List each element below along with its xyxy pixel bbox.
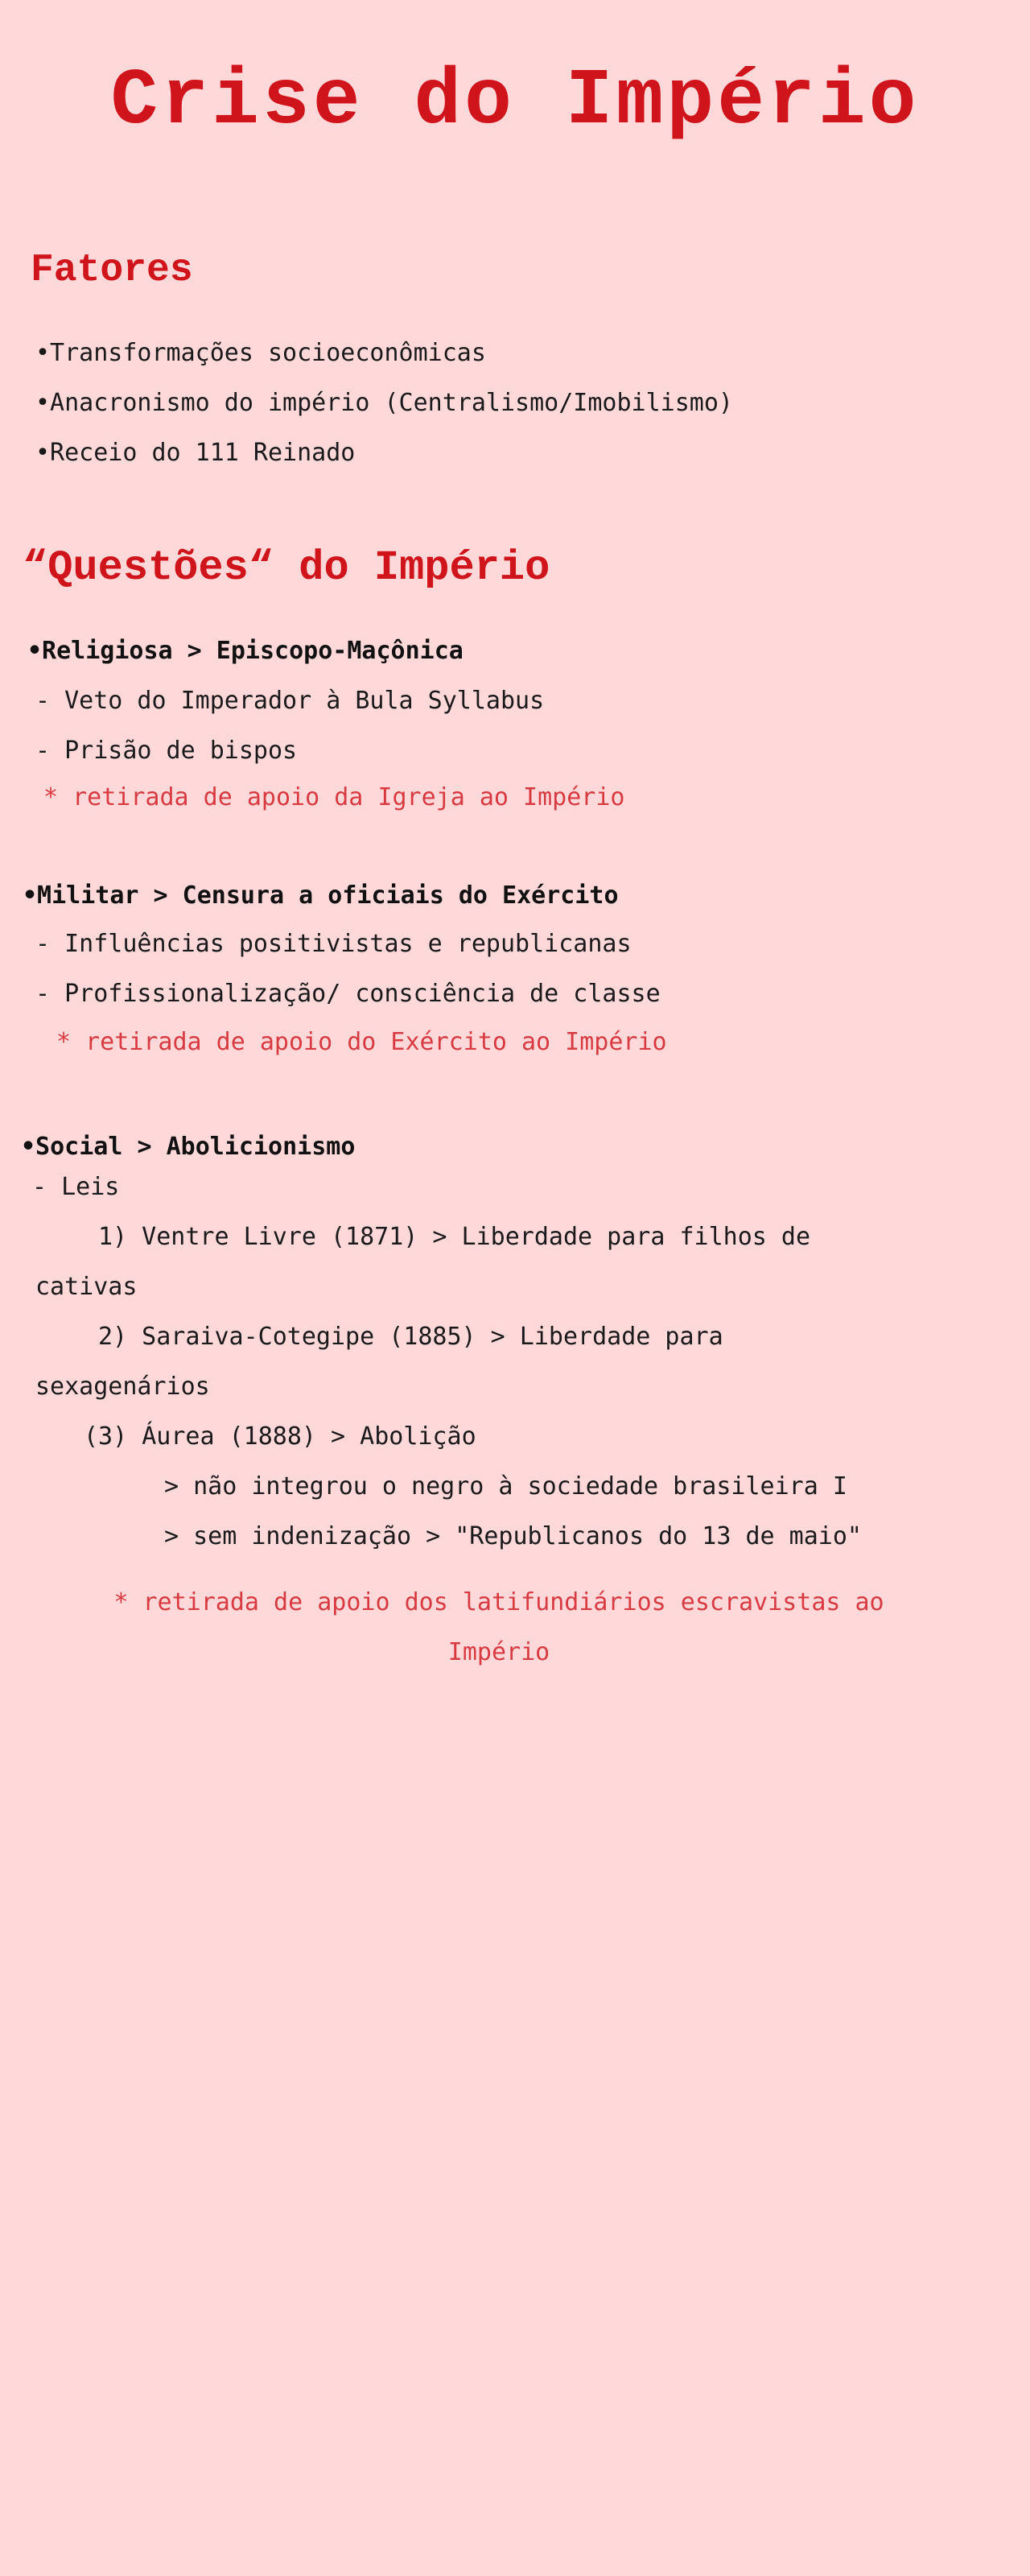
social-leis-label: - Leis — [32, 1173, 120, 1201]
social-lei-3-sub: > não integrou o negro à sociedade brasileira I — [164, 1472, 847, 1501]
fatores-item: •Anacronismo do império (Centralismo/Imobilismo) — [35, 389, 733, 417]
questoes-heading: “Questões“ do Império — [23, 544, 550, 592]
fatores-item: •Transformações socioeconômicas — [35, 339, 486, 367]
social-lei-3: (3) Áurea (1888) > Abolição — [84, 1422, 476, 1451]
religiosa-item: - Prisão de bispos — [35, 737, 298, 765]
page-title: Crise do Império — [110, 57, 920, 147]
militar-title: •Militar > Censura a oficiais do Exército — [23, 881, 619, 910]
militar-item: - Profissionalização/ consciência de classe — [35, 980, 661, 1008]
social-lei-3-sub: > sem indenização > "Republicanos do 13 de maio" — [164, 1522, 862, 1550]
religiosa-result: * retirada de apoio da Igreja ao Império — [43, 783, 625, 811]
social-result-cont: Império — [447, 1638, 550, 1666]
social-lei-2: 2) Saraiva-Cotegipe (1885) > Liberdade para — [98, 1323, 723, 1351]
social-lei-2-cont: sexagenários — [35, 1373, 210, 1401]
social-lei-1: 1) Ventre Livre (1871) > Liberdade para filhos de — [98, 1223, 811, 1251]
militar-item: - Influências positivistas e republicanas — [35, 930, 632, 958]
fatores-heading: Fatores — [31, 249, 193, 292]
religiosa-title: •Religiosa > Episcopo-Maçônica — [27, 637, 464, 665]
militar-result: * retirada de apoio do Exército ao Império — [56, 1028, 667, 1056]
social-lei-1-cont: cativas — [35, 1273, 138, 1301]
social-title: •Social > Abolicionismo — [21, 1133, 356, 1161]
fatores-item: •Receio do 111 Reinado — [35, 439, 356, 467]
social-result: * retirada de apoio dos latifundiários escravistas ao — [113, 1588, 884, 1616]
religiosa-item: - Veto do Imperador à Bula Syllabus — [35, 687, 545, 715]
